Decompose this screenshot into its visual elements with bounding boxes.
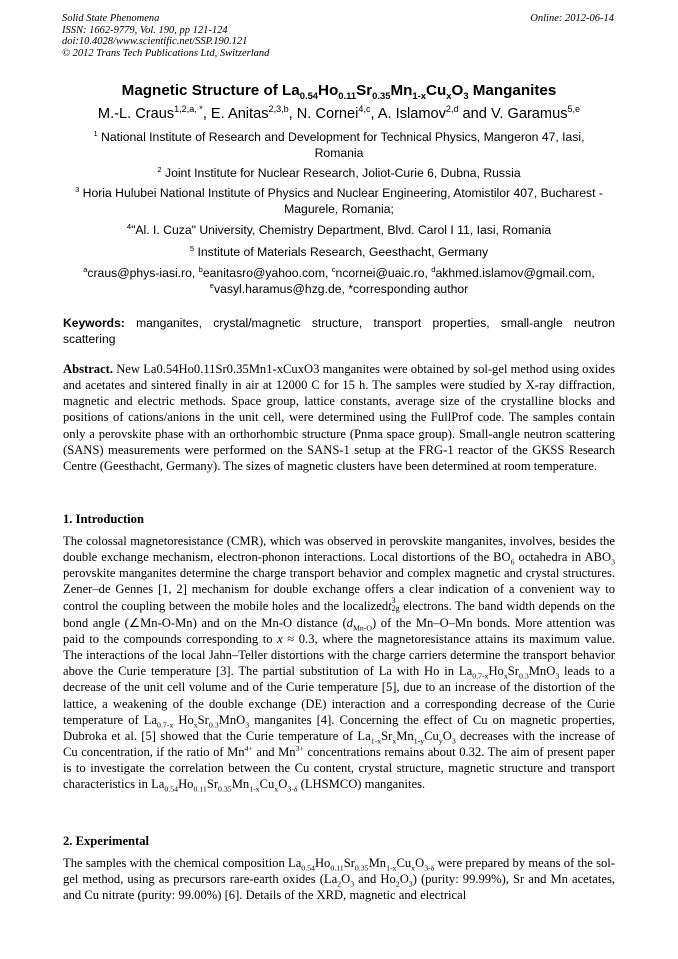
section-heading-experimental: 2. Experimental: [63, 834, 150, 848]
author: E. Anitas$^{2,3,b}$,: [210, 104, 297, 122]
email-link[interactable]: ncornei@uaic.ro,: [335, 266, 432, 280]
email-link[interactable]: akhmed.islamov@gmail.com,: [435, 266, 595, 280]
email-link[interactable]: eanitasro@yahoo.com,: [202, 266, 332, 280]
email-link[interactable]: craus@phys-iasi.ro,: [87, 266, 199, 280]
introduction-text: The colossal magnetoresistance (CMR), which was observed in perovskite manganites, involves, besides the double exchange mechanism, electron-phonon interactions. Local distortions of the $BO_6$ octahedra in $ABO_3$ perovskite manganites determine the charge transport behavior and complex magnetic and crystal structures. Zener–de Gennes [1, 2] mechanism for double exchange offers a clear indication of a convenient way to control the coupling between the mobile holes and the localizedt 3 2g electrons. The band width depends on the bond angle (∠Mn-O-Mn) and on the Mn-O distance $(d_{Mn-O})$ of the Mn–O–Mn bonds. More attention was paid to the compounds corresponding to x ≈ 0.3, where the magnetoresistance attains its maximum value. The interactions of the local Jahn–Teller distortions with the charge carriers determine the transport behavior above the Curie temperature [3]. The partial substitution of La with Ho in $La_{0.7-x}Ho_xSr_{0.3}MnO_3$ leads to a decrease of the unit cell volume and of the Curie temperature [5], due to an increase of the distortion of the lattice, a weakening of the double exchange (DE) interaction and a corresponding decrease of the Curie temperature of $La_{0.7-x}$ $Ho_xSr_{0.3}MnO_3$ manganites [4]. Concerning the effect of Cu on magnetic properties, Dubroka et al. [5] showed that the Curie temperature of $La_{1-x}Sr_xMn_{1-y}Cu_yO_3$ decreases with the increase of Cu concentration, if the ratio of $Mn^{4+}$ and $Mn^{3+}$ concentrations remains about 0.32. The aim of present paper is to investigate the correlation between the Cu content, crystal structure, magnetic structure and transport characteristics in $La_{0.54}Ho_{0.11}Sr_{0.35}Mn_{1-x}Cu_xO_{3-\delta}$ (LHSMCO) manganites.: [63, 534, 615, 794]
author: V. Garamus$^{5,e}$: [490, 104, 581, 122]
journal-name: Solid State Phenomena: [62, 13, 160, 24]
affiliation-4: $^4$"Al. I. Cuza" University, Chemistry Department, Blvd. Carol I 11, Iasi, Romania: [126, 221, 552, 237]
experimental-text: The samples with the chemical composition $La_{0.54}Ho_{0.11}Sr_{0.35}Mn_{1-x}Cu_xO_{3-\delta}$ were prepared by means of the sol-gel method, using as precursors rare-earth oxides ($La_2O_3$ and $Ho_2O_3$) (purity: 99.99%), Sr and Mn acetates, and Cu nitrate (purity: 99.00%) [6]. Details of the XRD, magnetic and electrical: [63, 856, 616, 903]
journal-header: [62, 13, 269, 59]
copyright: © 2012 Trans Tech Publications Ltd, Switzerland: [62, 47, 270, 59]
affiliation-1: $^1$ National Institute of Research and Development for Technical Physics, Mangeron 47, Iasi, Romania: [93, 128, 585, 160]
doi[interactable]: doi:10.4028/www.scientific.net/SSP.190.121: [62, 36, 248, 48]
email-link[interactable]: vasyl.haramus@hzg.de, *corresponding author: [213, 282, 469, 296]
issn: ISSN: 1662-9779, Vol. 190, pp 121-124: [62, 24, 228, 36]
author: N. Cornei$^{4,c}$,: [296, 104, 378, 122]
author: A. Islamov$^{2,d}$ and: [377, 104, 491, 122]
section-heading-introduction: 1. Introduction: [63, 512, 144, 526]
online-date: Online: 2012-06-14: [530, 13, 614, 24]
author-list: [40, 105, 638, 123]
email-list: $^a$craus@phys-iasi.ro, $^b$eanitasro@yahoo.com, $^c$ncornei@uaic.ro, $^d$akhmed.islamov@gmail.com, $^e$vasyl.haramus@hzg.de, *corresponding author: [83, 264, 595, 296]
affiliation-5: $^5$ Institute of Materials Research, Geesthacht, Germany: [189, 243, 489, 259]
affiliation-3: $^3$ Horia Hulubei National Institute of Physics and Nuclear Engineering, Atomistilor 407, Bucharest - Magurele, Romania;: [75, 184, 603, 216]
keywords: Keywords: manganites, crystal/magnetic structure, transport properties, small-angle neutron scattering: [63, 316, 615, 346]
abstract: Abstract. New La0.54Ho0.11Sr0.35Mn1-xCuxO3 manganites were obtained by sol-gel method using oxides and acetates and sintered finally in air at 12000 C for 15 h. The samples were studied by X-ray diffraction, magnetic and electric methods. Space group, lattice constants, average size of the crystalline blocks and positions of cations/anions in the unit cell, were determined using the FullProf code. The samples contain only a perovskite phase with an orthorhombic structure (Pnma space group). Small-angle neutron scattering (SANS) measurements were performed on the SANS-1 setup at the FRG-1 reactor of the GKSS Research Centre (Geesthacht, Germany). The sizes of magnetic clusters have been determined at room temperature.: [63, 362, 615, 473]
author: M.-L. Craus$^{1,2,a, *}$,: [97, 104, 211, 122]
paper-title: Magnetic Structure of $La_{0.54}Ho_{0.11}Sr_{0.35}Mn_{1-x}Cu_xO_3$ Manganites: [121, 82, 557, 102]
affiliation-2: $^2$ Joint Institute for Nuclear Research, Joliot-Curie 6, Dubna, Russia: [157, 164, 521, 180]
